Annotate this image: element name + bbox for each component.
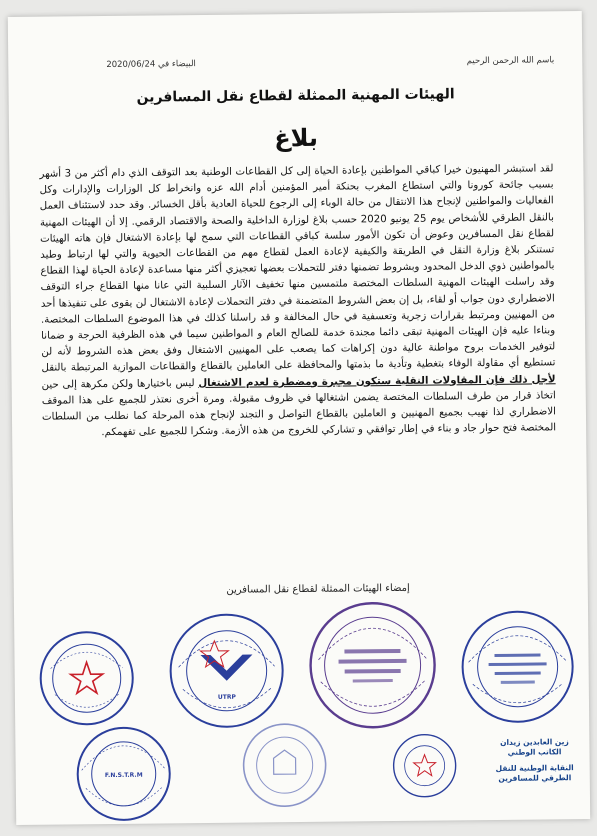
utrp-label: UTRP xyxy=(217,693,236,701)
body-emphasis: لأجل ذلك فإن المقاولات النقلية ستكون مجبرة ومضطرة لعدم الاشتغال xyxy=(198,373,556,389)
document-date: البيضاء في 2020/06/24 xyxy=(106,59,196,70)
signatory-role: الكاتب الوطني xyxy=(507,747,562,757)
signatory-org-line2: الطرقي للمسافرين xyxy=(498,773,572,783)
light-stamp xyxy=(239,720,330,811)
small-stamp xyxy=(389,730,460,801)
fnstrm-label: F.N.S.T.R.M xyxy=(104,771,143,780)
body-text-part1: لقد استبشر المهنيون خيرا كباقي المواطنين بإعادة الحياة إلى كل القطاعات الوطنية بعد التوقف الذي دام أكثر من 3 أشهر بسبب جائحة كورونا والتي استطاع المغرب بحنكة أمير المؤمنين أدام الله عزه وانخراط كل الوزارات والإدارات وكل الفعاليات والمواطنين لإنجاح هذا الانتقال من حالة الوباء إلى الرجوع للحياة العادية بأقل الخسائر. وقد حدد لاستئناف العمل بالنقل الطرقي للأشخاص يوم 25 يونيو 2020 حسب بلاغ لوزارة الداخلية والصحة والاقتصاد الرقمي. إلا أن الهيئات المهنية لقطاع نقل المسافرين وعوض أن تكون الأمور سلسة كباقي القطاعات التي سمح لها بإعادة الاشتغال فإن هاته الهيئات تستنكر بلاغ وزارة النقل في الطريقة والكيفية لإعادة العمل لقطاع مهم من القطاعات الحيوية والتي لها ارتباط وطيد بالمواطنين ذوي الدخل المحدود وبشروط تضمنها دفتر للتحملات بعضها تعجيزي أكثر منها مساعدة لإعادة الحياة لهذا القطاع وقد راسلت الهيئات المهنية السلطات المختصة ملتمسين منها تخفيف الآثار السلبية التي عانا منها القطاع جراء التوقف الاضطراري دون جواب أو لقاء، بل إن بعض الشروط المتضمنة في دفتر التحملات لإعادة الاشتغال لن يقوى على تنفيذها أحد من المهنيين ومرتبط بقرارات زجرية وتعسفية في حال المخالفة و قد راسلنا كذلك في هذا الموضوع السلطات المختصة. وبناءا عليه فإن الهيئات المهنية تبقى دائما مجندة خدمة للصالح العام و المواطنين سيما في هذه الظرفية الحرجة و ضمانا لتوفير الخدمات بروح مواطنة عالية دون إكراهات كما يصعب على المهنيين الاشتغال وفق بعض هذه الشروط لأنه لن تستطيع أي مقاولة الوفاء بتغطية وتأدية ما بذمتها والمحافظة على العاملين بالقطاع والقطاعات الموازية المرتبطة بالنقل xyxy=(39,163,556,375)
syndicate-stamp xyxy=(458,607,577,726)
fnstrm-stamp xyxy=(73,723,174,824)
signatory-name: زين العابدين زيدان xyxy=(500,737,569,747)
star-icon xyxy=(71,662,103,693)
body-text-part2: ليس باختيارها ولكن مكرهة إلى حين اتخاذ قرار من طرف السلطات المختصة يضمن اشتغالها في ظروف مقبولة. ومرة أخرى نعتذر للجميع على هذا الموقف الاضطراري لذا نهيب بجميع المهنيين و العاملين بالقطاع التواصل و التجند لإنجاح هذه المرحلة كما نطلب من السلطات المختصة فتح حوار جاد و بناء في إطار توافقي و تشاركي للخروج من هذه الأزمة. وشكرا للجميع على تفهمكم. xyxy=(41,377,557,439)
signatory-org-line1: النقابة الوطنية للنقل xyxy=(495,763,574,773)
document-title: الهيئات المهنية الممثلة لقطاع نقل المسافرين xyxy=(136,86,455,106)
document-page xyxy=(8,11,590,825)
basmala: باسم الله الرحمن الرحيم xyxy=(466,55,555,67)
association-stamp xyxy=(306,599,439,732)
signature-block xyxy=(489,737,579,784)
utrp-stamp xyxy=(166,610,287,731)
signoff-line: إمضاء الهيئات الممثلة لقطاع نقل المسافرين xyxy=(226,582,410,596)
federation-star-stamp xyxy=(36,628,137,729)
document-subtitle: بلاغ xyxy=(274,123,319,153)
document-header xyxy=(36,55,554,74)
document-body xyxy=(39,161,556,442)
